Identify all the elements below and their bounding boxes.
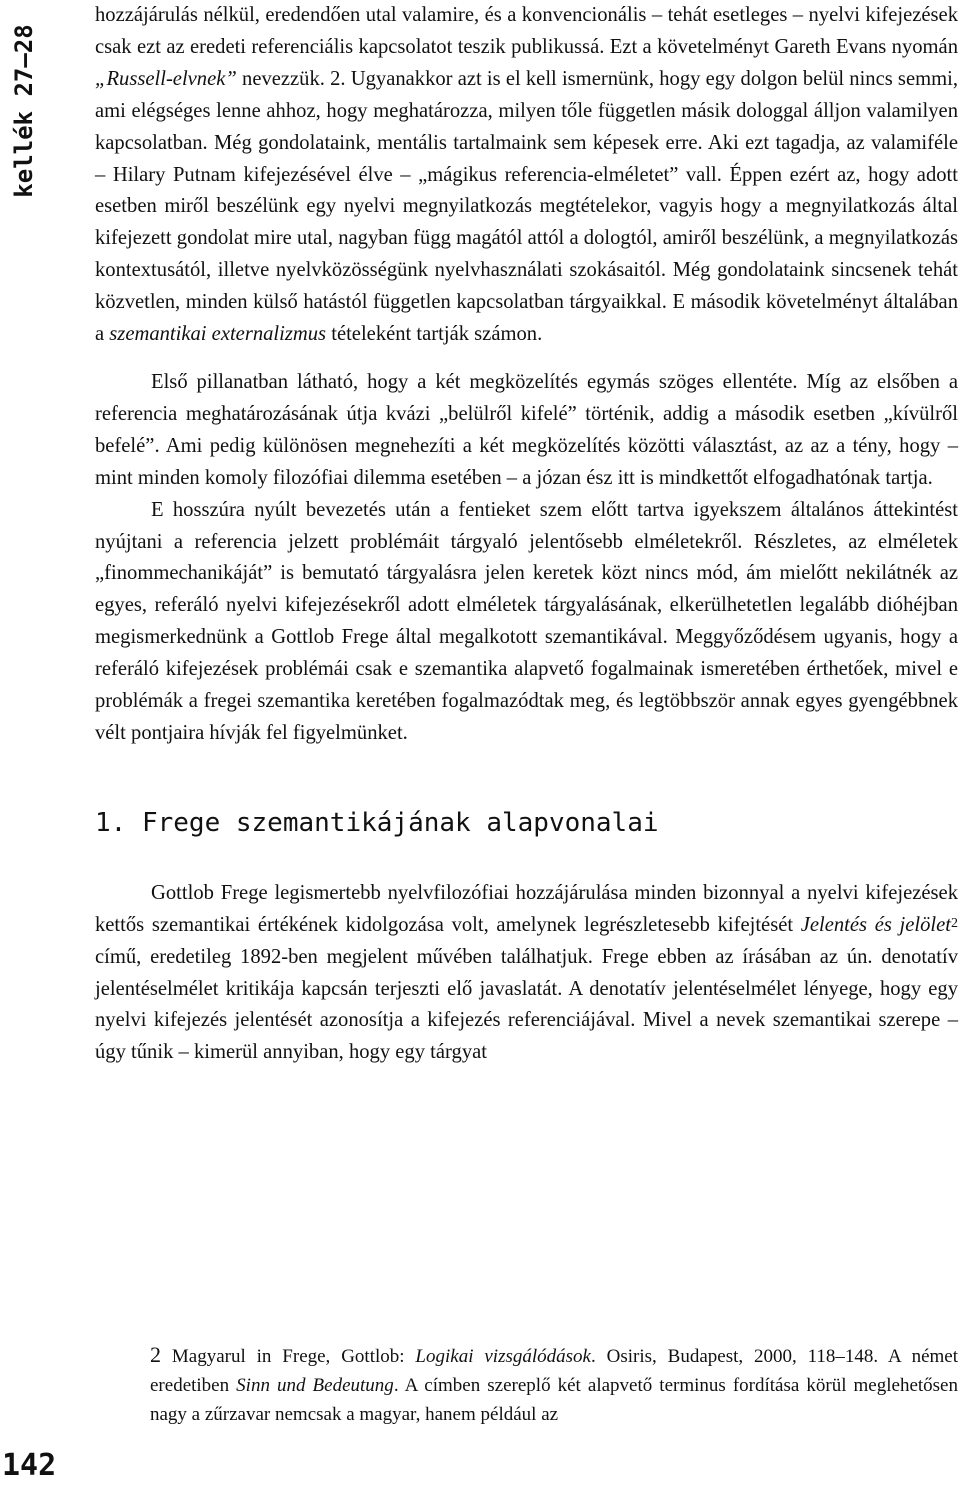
paragraph-1-text-b: nevezzük. 2. Ugyanakkor azt is el kell ismernünk, hogy egy dolgon belül nincs semmi, ami elégséges lenne ahhoz, hogy meghatározza, milyen tőle független másik dologgal álljon valamilyen kapcsolatban. Még gondolataink, mentális tartalmaink sem képesek erre. Aki ezt tagadja, az valamiféle – Hilary Putnam kifejezésével élve – „mágikus referencia-elméletet” vall. Éppen ezért az, hogy adott esetben miről beszélünk egy nyelvi megnyilatkozás megtételekor, vagyis hogy a megnyilatkozás által kifejezett gondolat mire utal, nagyban függ magától attól a dologtól, amiről beszélünk, a megnyilatkozás kontextusától, illetve nyelvközösségünk nyelvhasználati szokásaitól. Még gondolataink sincsenek tehát közvetlen, minden külső hatástól független kapcsolatban tárgyaikkal. E második követelményt általában a — [95, 67, 958, 346]
paragraph-2: Első pillanatban látható, hogy a két megközelítés egymás szöges ellentéte. Míg az elsőben a referencia meghatározásának útja kvázi „belülről kifelé” történik, addig a második esetben „kívülről befelé”. Ami pedig különösen megnehezíti a két megközelítés közötti választást, az az a tény, hogy – mint minden komoly filozófiai dilemma esetében – a józan ész itt is mindkettőt elfogadhatónak tartja. — [95, 370, 958, 489]
paragraph-1-emphasis: „Russell-elvnek” — [95, 67, 237, 90]
section-paragraph-emphasis: Jelentés és jelölet — [800, 913, 951, 936]
journal-label-text: kellék 27–28 — [10, 24, 38, 198]
footnote-emphasis-2: Sinn und Bedeutung — [236, 1375, 394, 1396]
footnote-text-c: . A címben szereplő két alapvető terminus fordítása körül meglehetősen nagy a zűrzavar nemcsak a magyar, hanem például az — [150, 1375, 958, 1425]
section-paragraph-text-b: című, eredetileg 1892-ben megjelent művében találhatjuk. Frege ebben az írásában az ún. denotatív jelentéselmélet kritikája kapcsán terjeszti elő javaslatát. A denotatív jelentéselmélet lényege, hogy egy nyelvi kifejezés jelentését azonosítja a kifejezés referenciájával. Mivel a nevek szemantikai szerepe – úgy tűnik – kimerül annyiban, hogy egy tárgyat — [95, 945, 958, 1064]
paragraph-3: E hosszúra nyúlt bevezetés után a fentieket szem előtt tartva igyekszem általános áttekintést nyújtani a referencia jelzett problémáit tárgyaló jelentősebb elméletekről. Részletes, az elméletek „finommechanikáját” is bemutató tárgyalásra jelen keretek közt nincs mód, ám mielőtt nekilátnék az egyes, referáló nyelvi kifejezésekről adott elméletek tárgyalásának, elkerülhetetlen legalább dióhéjban megismerkednünk a Gottlob Frege által megalkotott szemantikával. Meggyőződésem ugyanis, hogy a referáló kifejezések problémái csak e szemantika alapvető fogalmainak ismeretében érthetőek, mivel e problémák a fregei szemantika keretében fogalmazódtak meg, és legtöbbször annak egyes gyengébbnek vélt pontjaira hívják fel figyelmünket. — [95, 498, 958, 744]
paragraph-1 — [95, 0, 958, 351]
page-number: 142 — [2, 1448, 57, 1483]
section-paragraph-text-a: Gottlob Frege legismertebb nyelvfilozófiai hozzájárulása minden bizonnyal a nyelvi kifejezések kettős szemantikai értékének kidolgozása volt, amelynek legrészletesebb kifejtését — [95, 881, 958, 936]
section-heading: 1. Frege szemantikájának alapvonalai — [95, 807, 659, 838]
section-paragraph — [95, 878, 958, 1069]
paragraph-1-text-c: tételeként tartják számon. — [326, 323, 543, 346]
journal-side-label — [4, 6, 44, 216]
footnote-emphasis-1: Logikai vizsgálódások — [415, 1346, 591, 1367]
paragraph-1-text-a: hozzájárulás nélkül, eredendően utal valamire, és a konvencionális – tehát esetleges – nyelvi kifejezések csak ezt az eredeti referenciális kapcsolatot teszik publikussá. Ezt a követelményt Gareth Evans nyomán — [95, 4, 958, 58]
footnote-text-b: . Osiris, Budapest, 2000, 118–148. A német eredetiben — [150, 1346, 958, 1396]
footnote-text — [150, 1340, 958, 1429]
main-text — [95, 0, 958, 1069]
footnote-reference[interactable]: 2 — [951, 915, 958, 931]
footnote-number: 2 — [150, 1342, 161, 1367]
paragraph-1-emphasis-2: szemantikai externalizmus — [109, 323, 327, 346]
footnote-text-a: Magyarul in Frege, Gottlob: — [161, 1346, 416, 1367]
footnote — [150, 1340, 958, 1429]
